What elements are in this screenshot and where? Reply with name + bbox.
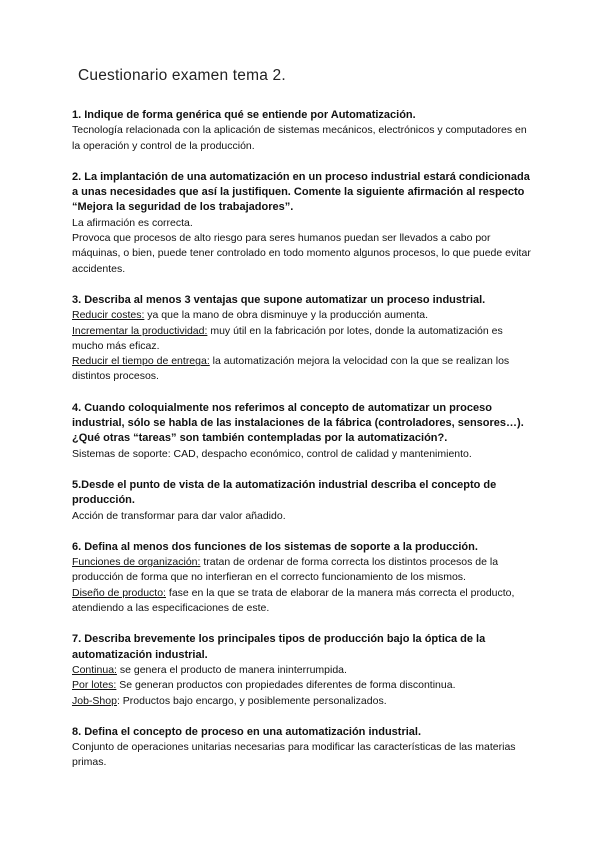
- answer-item-label: Reducir costes:: [72, 309, 145, 322]
- answer-item-label: Por lotes:: [72, 679, 117, 692]
- answer-item-text: ya que la mano de obra disminuye y la producción aumenta.: [144, 309, 429, 322]
- answer-item-text: Se generan productos con propiedades diferentes de forma discontinua.: [116, 679, 456, 692]
- answer-text: Sistemas de soporte: CAD, despacho económico, control de calidad y mantenimiento.: [72, 447, 472, 460]
- question-3: [72, 293, 532, 385]
- answer-item-label: Funciones de organización:: [72, 556, 201, 569]
- answer-item: [72, 663, 532, 678]
- answer-item: [72, 678, 532, 693]
- question-8: [72, 725, 532, 771]
- question-text: 3. Describa al menos 3 ventajas que supone automatizar un proceso industrial.: [72, 293, 486, 306]
- answer-item: [72, 324, 532, 355]
- answer-item: [72, 354, 532, 385]
- answer-item-label: Incrementar la productividad:: [72, 324, 208, 337]
- answer-item: [72, 308, 532, 323]
- answer-item-label: Continua:: [72, 663, 117, 676]
- answer-item-text: la automatización mejora la velocidad con la que se realizan los distintos procesos.: [72, 355, 510, 383]
- question-text: 1. Indique de forma genérica qué se entiende por Automatización.: [72, 109, 416, 121]
- answer-item-label: Diseño de producto:: [72, 586, 166, 599]
- answer-text: Tecnología relacionada con la aplicación de sistemas mecánicos, electrónicos y computadores en la operación y control de la producción.: [72, 124, 527, 152]
- answer-item-text: tratan de ordenar de forma correcta los distintos procesos de la producción de forma que no interfieran en el correcto funcionamiento de los mismos.: [72, 556, 499, 584]
- question-6: [72, 540, 532, 616]
- question-text: 6. Defina al menos dos funciones de los sistemas de soporte a la producción.: [72, 540, 478, 553]
- answer-item: [72, 555, 532, 586]
- answer-item: [72, 694, 532, 709]
- question-4: [72, 401, 532, 462]
- document-title: Cuestionario examen tema 2.: [78, 67, 286, 84]
- question-text: 4. Cuando coloquialmente nos referimos al concepto de automatizar un proceso industrial, sólo se habla de las instalaciones de la fábrica (controladores, sensores…).¿Qué otras “tareas” son también contempladas por la automatización?.: [72, 401, 524, 445]
- answer-text: Acción de transformar para dar valor añadido.: [72, 509, 286, 522]
- answer-text: Conjunto de operaciones unitarias necesarias para modificar las características de las materias primas.: [72, 741, 516, 769]
- question-2: [72, 170, 532, 277]
- answer-item: [72, 586, 532, 617]
- answer-text: Provoca que procesos de alto riesgo para seres humanos puedan ser llevados a cabo por máquinas, o bien, puede tener controlado en todo momento algunos procesos, lo que puede evitar accidentes.: [72, 232, 531, 275]
- question-5: [72, 478, 532, 524]
- question-text: 8. Defina el concepto de proceso en una automatización industrial.: [72, 725, 422, 738]
- answer-item-label: Job-Shop: [72, 694, 117, 707]
- question-text: 5.Desde el punto de vista de la automatización industrial describa el concepto de producción.: [72, 478, 497, 507]
- answer-item-text: muy útil en la fabricación por lotes, donde la automatización es mucho más eficaz.: [72, 324, 503, 352]
- answer-item-text: fase en la que se trata de elaborar de la manera más correcta el producto, atendiendo a las especificaciones de este.: [72, 586, 515, 615]
- question-1: [72, 108, 532, 154]
- question-7: [72, 632, 532, 708]
- answer-item-label: Reducir el tiempo de entrega:: [72, 355, 210, 368]
- question-text: 7. Describa brevemente los principales tipos de producción bajo la óptica de la automatización industrial.: [72, 633, 486, 661]
- answer-item-text: se genera el producto de manera ininterrumpida.: [116, 663, 347, 676]
- question-text: 2. La implantación de una automatización en un proceso industrial estará condicionada a unas necesidades que así la justifiquen. Comente la siguiente afirmación al respecto “Mejora la seguridad de los trabajadores”.: [72, 170, 530, 214]
- answer-text: La afirmación es correcta.: [72, 216, 193, 229]
- answer-item-text: : Productos bajo encargo, y posiblemente personalizados.: [116, 694, 387, 707]
